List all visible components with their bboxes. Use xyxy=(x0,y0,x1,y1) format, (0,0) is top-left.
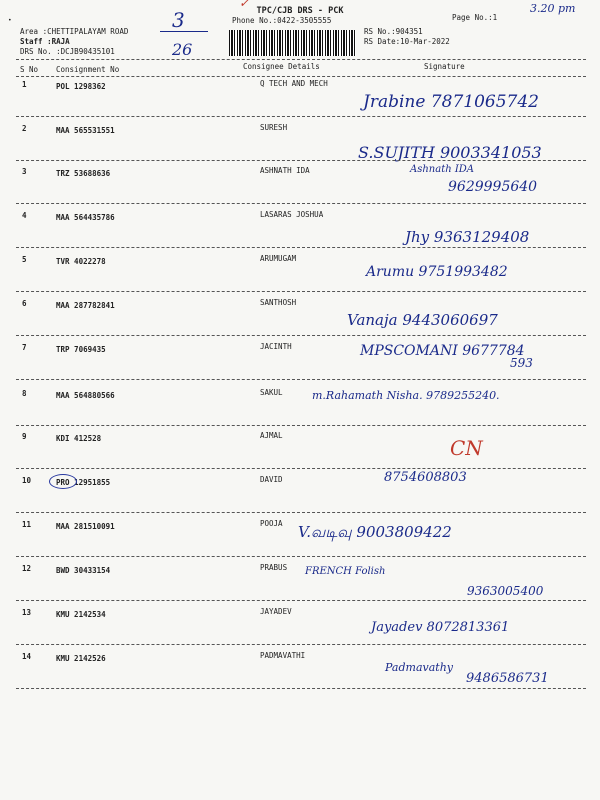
row-consignment-number: TVR 4022278 xyxy=(56,257,106,266)
row-consignee-name: SURESH xyxy=(260,123,288,132)
handwritten-signature: Vanaja 9443060697 xyxy=(347,311,498,329)
handwritten-signature: MPSCOMANI 9677784 xyxy=(360,343,525,359)
row-consignee-name: LASARAS JOSHUA xyxy=(260,210,324,219)
row-divider xyxy=(16,468,586,469)
handwritten-phone: 9629995640 xyxy=(448,179,538,195)
row-serial-number: 6 xyxy=(22,299,27,308)
page-number: Page No.:1 xyxy=(452,13,498,22)
handwritten-signature: Jrabine 7871065742 xyxy=(363,92,539,112)
area-label: Area :CHETTIPALAYAM ROAD xyxy=(20,27,129,36)
row-divider xyxy=(16,600,586,601)
time-annotation: 3.20 pm xyxy=(530,2,576,15)
row-divider xyxy=(16,556,586,557)
row-serial-number: 14 xyxy=(22,652,32,661)
row-consignment-number: MAA 564435786 xyxy=(56,213,115,222)
bullet-dot: • xyxy=(8,17,12,24)
row-divider xyxy=(16,160,586,161)
rs-number: RS No.:904351 xyxy=(364,27,423,36)
row-serial-number: 11 xyxy=(22,520,32,529)
row-consignee-name: ARUMUGAM xyxy=(260,254,297,263)
row-divider xyxy=(16,335,586,336)
checkmark-annotation: ✓ xyxy=(239,0,250,10)
row-consignment-number: KMU 2142534 xyxy=(56,610,106,619)
row-serial-number: 7 xyxy=(22,343,27,352)
circle-mark xyxy=(49,474,77,489)
handwritten-signature: Jayadev 8072813361 xyxy=(371,620,510,635)
row-divider xyxy=(16,512,586,513)
row-consignee-name: JAYADEV xyxy=(260,607,292,616)
handwritten-26: 26 xyxy=(172,40,193,59)
row-consignee-name: AJMAL xyxy=(260,431,283,440)
handwritten-signature: FRENCH Folish xyxy=(305,566,386,577)
row-consignee-name: ASHNATH IDA xyxy=(260,166,310,175)
handwritten-signature: Jhy 9363129408 xyxy=(405,228,530,246)
drs-number: DRS No. :DCJB90435101 xyxy=(20,47,115,56)
row-serial-number: 4 xyxy=(22,211,27,220)
row-consignee-name: PADMAVATHI xyxy=(260,651,306,660)
row-consignee-name: SANTHOSH xyxy=(260,298,297,307)
handwritten-signature: CN xyxy=(450,436,483,460)
column-consignment: Consignment No xyxy=(56,65,120,74)
row-divider xyxy=(16,203,586,204)
column-consignee: Consignee Details xyxy=(243,62,320,71)
row-divider xyxy=(16,247,586,248)
row-divider xyxy=(16,688,586,689)
row-divider xyxy=(16,644,586,645)
row-consignment-number: BWD 30433154 xyxy=(56,566,111,575)
row-consignment-number: KMU 2142526 xyxy=(56,654,106,663)
barcode-image xyxy=(229,30,356,56)
column-divider xyxy=(16,76,586,77)
row-consignment-number: TRP 7069435 xyxy=(56,345,106,354)
handwritten-phone: 9363005400 xyxy=(467,584,544,598)
row-consignee-name: Q TECH AND MECH xyxy=(260,79,328,88)
row-serial-number: 5 xyxy=(22,255,27,264)
row-serial-number: 12 xyxy=(22,564,32,573)
row-consignee-name: JACINTH xyxy=(260,342,292,351)
row-serial-number: 10 xyxy=(22,476,32,485)
row-serial-number: 13 xyxy=(22,608,32,617)
handwritten-signature: V.வடிவு 9003809422 xyxy=(298,523,452,541)
row-consignee-name: POOJA xyxy=(260,519,283,528)
row-divider xyxy=(16,379,586,380)
row-serial-number: 3 xyxy=(22,167,27,176)
column-sno: S No xyxy=(20,65,39,74)
handwritten-phone: 593 xyxy=(510,356,533,370)
underline-mark xyxy=(160,31,208,32)
row-consignment-number: MAA 281510091 xyxy=(56,522,115,531)
handwritten-phone: 9486586731 xyxy=(466,671,549,686)
row-serial-number: 8 xyxy=(22,389,27,398)
handwritten-signature: S.SUJITH 9003341053 xyxy=(358,143,542,162)
handwritten-signature: Ashnath IDA xyxy=(410,164,475,175)
handwritten-signature: m.Rahamath Nisha. 9789255240. xyxy=(312,389,500,402)
handwritten-3: 3 xyxy=(172,8,185,32)
row-consignment-number: KDI 412528 xyxy=(56,434,102,443)
row-consignee-name: PRABUS xyxy=(260,563,288,572)
column-signature: Signature xyxy=(424,62,465,71)
phone-number: Phone No.:0422-3505555 xyxy=(232,16,332,25)
row-consignee-name: DAVID xyxy=(260,475,283,484)
row-serial-number: 1 xyxy=(22,80,27,89)
handwritten-signature: Padmavathy xyxy=(385,661,453,674)
row-consignment-number: TRZ 53688636 xyxy=(56,169,111,178)
header-divider xyxy=(16,59,586,60)
staff-label: Staff :RAJA xyxy=(20,37,70,46)
row-divider xyxy=(16,291,586,292)
row-divider xyxy=(16,425,586,426)
row-consignment-number: MAA 287782841 xyxy=(56,301,115,310)
handwritten-signature: 8754608803 xyxy=(384,470,467,485)
document-title: TPC/CJB DRS - PCK xyxy=(256,6,344,16)
rs-date: RS Date:10-Mar-2022 xyxy=(364,37,450,46)
row-consignee-name: SAKUL xyxy=(260,388,283,397)
row-consignment-number: POL 1298362 xyxy=(56,82,106,91)
row-consignment-number: PRO 12951855 xyxy=(56,478,111,487)
row-consignment-number: MAA 565531551 xyxy=(56,126,115,135)
row-serial-number: 2 xyxy=(22,124,27,133)
row-divider xyxy=(16,116,586,117)
row-consignment-number: MAA 564880566 xyxy=(56,391,115,400)
row-serial-number: 9 xyxy=(22,432,27,441)
handwritten-signature: Arumu 9751993482 xyxy=(366,264,508,280)
